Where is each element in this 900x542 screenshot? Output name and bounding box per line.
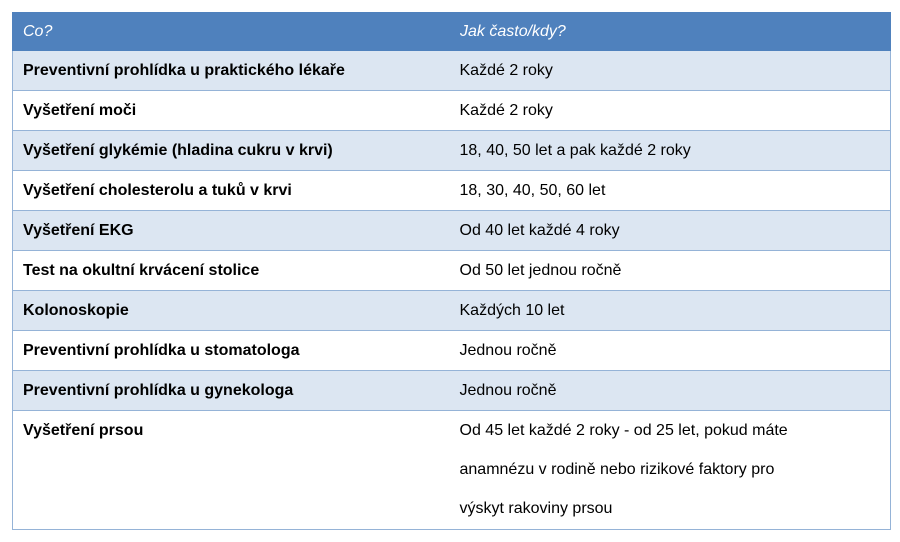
header-what: Co? bbox=[13, 13, 450, 51]
exam-frequency: Každé 2 roky bbox=[450, 51, 891, 91]
table-row bbox=[13, 251, 891, 291]
table-row bbox=[13, 51, 891, 91]
exam-frequency: Jednou ročně bbox=[450, 331, 891, 371]
exam-frequency: Od 50 let jednou ročně bbox=[450, 251, 891, 291]
exam-frequency: Od 40 let každé 4 roky bbox=[450, 211, 891, 251]
exam-name: Vyšetření moči bbox=[13, 91, 450, 131]
exam-name: Vyšetření cholesterolu a tuků v krvi bbox=[13, 171, 450, 211]
exam-frequency: Každé 2 roky bbox=[450, 91, 891, 131]
table-row bbox=[13, 291, 891, 331]
header-how-often: Jak často/kdy? bbox=[450, 13, 891, 51]
table-row bbox=[13, 331, 891, 371]
exam-name: Vyšetření glykémie (hladina cukru v krvi) bbox=[13, 131, 450, 171]
exam-frequency bbox=[450, 411, 891, 530]
table-row bbox=[13, 411, 891, 530]
exam-name: Preventivní prohlídka u gynekologa bbox=[13, 371, 450, 411]
table-header-row bbox=[13, 13, 891, 51]
exam-frequency: Jednou ročně bbox=[450, 371, 891, 411]
exam-name: Preventivní prohlídka u praktického lékaře bbox=[13, 51, 450, 91]
exam-frequency-line: anamnézu v rodině nebo rizikové faktory pro bbox=[459, 461, 775, 478]
exam-frequency: Každých 10 let bbox=[450, 291, 891, 331]
table-row bbox=[13, 171, 891, 211]
table-row bbox=[13, 131, 891, 171]
screening-table bbox=[12, 12, 891, 530]
table-row bbox=[13, 91, 891, 131]
exam-frequency-line: Od 45 let každé 2 roky - od 25 let, pokud máte bbox=[459, 422, 788, 439]
exam-name: Preventivní prohlídka u stomatologa bbox=[13, 331, 450, 371]
exam-frequency: 18, 40, 50 let a pak každé 2 roky bbox=[450, 131, 891, 171]
exam-frequency: 18, 30, 40, 50, 60 let bbox=[450, 171, 891, 211]
exam-name: Vyšetření prsou bbox=[13, 411, 450, 530]
table-row bbox=[13, 371, 891, 411]
exam-name: Kolonoskopie bbox=[13, 291, 450, 331]
exam-name: Test na okultní krvácení stolice bbox=[13, 251, 450, 291]
screening-table-container bbox=[12, 12, 890, 530]
table-row bbox=[13, 211, 891, 251]
exam-name: Vyšetření EKG bbox=[13, 211, 450, 251]
exam-frequency-line: výskyt rakoviny prsou bbox=[459, 500, 613, 517]
